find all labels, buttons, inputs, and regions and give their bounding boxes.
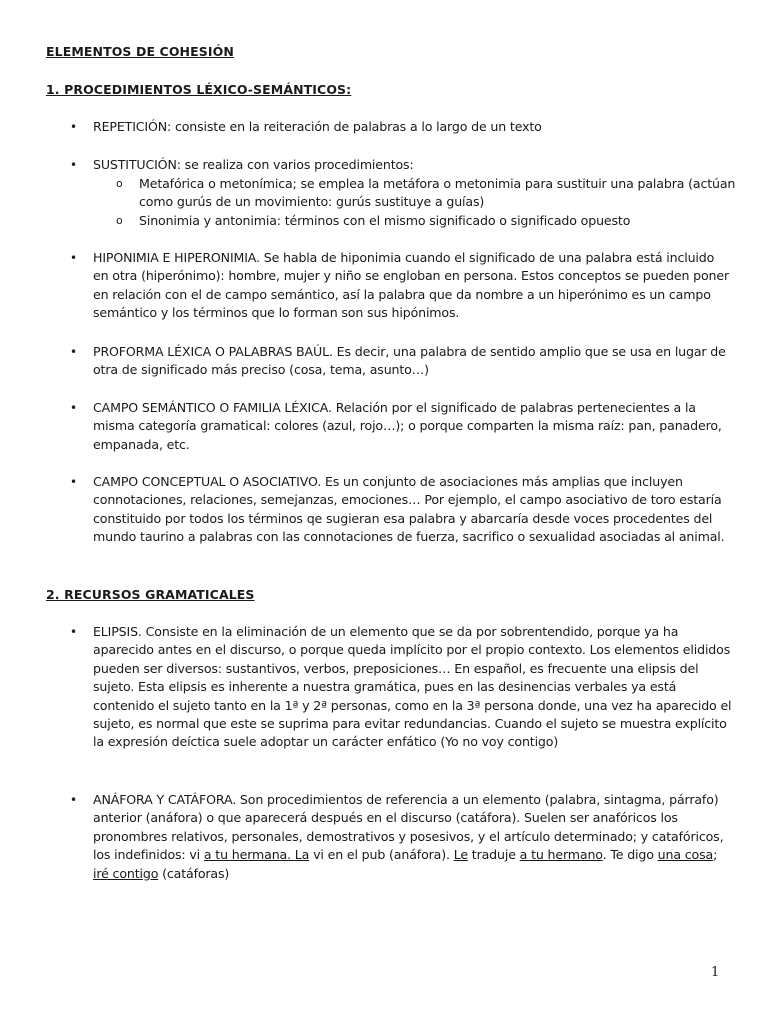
underlined-example: a tu hermano: [519, 847, 603, 863]
bullet-icon: •: [70, 345, 78, 359]
bullet-icon: •: [70, 120, 78, 134]
section-1-heading: 1. PROCEDIMIENTOS LÉXICO-SEMÁNTICOS:: [46, 82, 352, 97]
bullet-icon: •: [70, 158, 78, 172]
item-text: HIPONIMIA E HIPERONIMIA. Se habla de hiponimia cuando el significado de una palabra está incluido en otra (hiperónimo): hombre, mujer y niño se engloban en persona. Estos conceptos se pueden poner en relación con el de campo semántico, así la palabra que da nombre a un hiperónimo es un campo semántico y los términos que lo forman son sus hipónimos.: [93, 250, 729, 321]
bullet-icon: •: [70, 625, 78, 639]
bullet-icon: •: [70, 401, 78, 415]
sub-bullet-icon: o: [116, 214, 123, 227]
underlined-example: Le: [453, 847, 468, 863]
bullet-icon: •: [70, 251, 78, 265]
item-text: SUSTITUCIÓN: se realiza con varios procedimientos:: [93, 157, 414, 172]
item-text: PROFORMA LÉXICA O PALABRAS BAÚL. Es decir, una palabra de sentido amplio que se usa en lugar de otra de significado más preciso (cosa, tema, asunto…): [93, 344, 726, 378]
anafora-text: ;: [713, 847, 718, 863]
anafora-intro: ANÁFORA Y CATÁFORA. Son procedimientos de referencia a un elemento (palabra, sintagma, párrafo) anterior (anáfora) o que aparecerá después en el discurso (catáfora). Suelen ser anafóricos los pronombres relativos, personales, demostrativos y posesivos, y el artículo determinado; y catafóricos, los indefinidos: vi: [93, 792, 724, 863]
page-number: 1: [711, 965, 720, 980]
sub-item-text: Metafórica o metonímica; se emplea la metáfora o metonimia para sustituir una palabra (actúan como gurús de un movimiento: gurús sustituye a guías): [139, 176, 736, 210]
item-text: CAMPO SEMÁNTICO O FAMILIA LÉXICA. Relación por el significado de palabras pertenecientes a la misma categoría gramatical: colores (azul, rojo…); o porque comparten la misma raíz: pan, panadero, empanada, etc.: [93, 400, 722, 452]
underlined-example: iré contigo: [93, 865, 159, 881]
sub-item-text: Sinonimia y antonimia: términos con el mismo significado o significado opuesto: [139, 213, 631, 228]
sub-bullet-icon: o: [116, 177, 123, 190]
item-text: CAMPO CONCEPTUAL O ASOCIATIVO. Es un conjunto de asociaciones más amplias que incluyen connotaciones, relaciones, semejanzas, emociones… Por ejemplo, el campo asociativo de toro estaría constituido por todos los términos qe sugieran esa palabra y abarcaría desde voces procedentes del mundo taurino a palabras con las connotaciones de fuerza, sacrifico o sexualidad asociadas al animal.: [93, 474, 725, 545]
anafora-text: vi en el pub (anáfora).: [309, 847, 454, 863]
item-text: [93, 791, 733, 883]
section-2-heading: 2. RECURSOS GRAMATICALES: [46, 587, 255, 602]
bullet-icon: •: [70, 475, 78, 489]
bullet-icon: •: [70, 793, 78, 807]
underlined-example: una cosa: [657, 847, 714, 863]
item-text: REPETICIÓN: consiste en la reiteración de palabras a lo largo de un texto: [93, 119, 542, 134]
item-text: ELIPSIS. Consiste en la eliminación de un elemento que se da por sobrentendido, porque ya ha aparecido antes en el discurso, o porque queda implícito por el propio contexto. Los elementos elididos pueden ser diversos: sustantivos, verbos, preposiciones… En español, es frecuente una elipsis del sujeto. Esta elipsis es inherente a nuestra gramática, pues en las desinencias verbales ya está contenido el sujeto tanto en la 1ª y 2ª personas, como en la 3ª persona donde, una vez ha aparecido el sujeto, es normal que este se suprima para evitar redundancias. Cuando el sujeto se muestra explícito la expresión deíctica suele adoptar un carácter enfático (Yo no voy contigo): [93, 624, 732, 750]
anafora-text: traduje: [467, 847, 520, 863]
anafora-text: (catáforas): [158, 865, 230, 881]
anafora-text: . Te digo: [602, 847, 658, 863]
underlined-example: a tu hermana. La: [203, 847, 310, 863]
document-title: ELEMENTOS DE COHESIÓN: [46, 44, 234, 59]
